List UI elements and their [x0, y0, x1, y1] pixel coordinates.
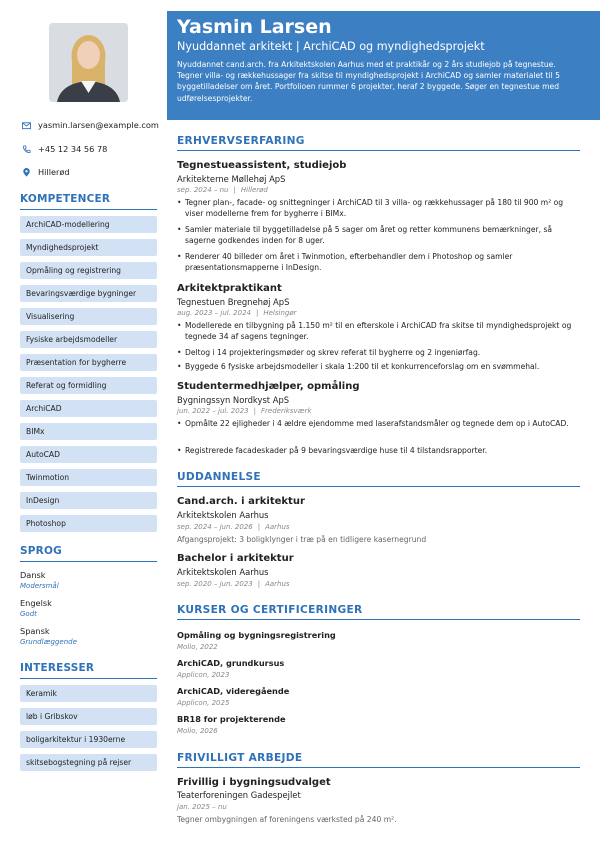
interests-heading: INTERESSER [20, 662, 157, 679]
skill-chip: Visualisering [20, 308, 157, 325]
job-bullet: • Registrerede facadeskader på 9 bevaringsværdige huse til 4 tilstandsrapporter. [177, 445, 577, 456]
course-meta: Applicon, 2023 [177, 671, 230, 679]
contact-phone[interactable] [22, 144, 107, 154]
job-title: Tegnestueassistent, studiejob [177, 160, 347, 171]
edu-location: Aarhus [265, 580, 290, 588]
skill-chip: Præsentation for bygherre [20, 354, 157, 371]
volunteer-heading: FRIVILLIGT ARBEJDE [177, 752, 580, 768]
interest-chip: skitsebogstegning på rejser [20, 754, 157, 771]
course-meta: Molio, 2026 [177, 727, 218, 735]
edu-location: Aarhus [265, 523, 290, 531]
course-name: ArchiCAD, videregående [177, 686, 290, 696]
email-icon [22, 121, 31, 130]
email-text: yasmin.larsen@example.com [38, 120, 159, 130]
interest-chip: løb i Gribskov [20, 708, 157, 725]
contact-location [22, 167, 70, 177]
job-dates: aug. 2023 – jul. 2024 [177, 309, 251, 317]
language-level: Godt [20, 610, 37, 618]
edu-note: Afgangsprojekt: 3 boligklynger i træ på en tidligere kasernegrund [177, 535, 427, 544]
skill-chip: Referat og formidling [20, 377, 157, 394]
skill-chip: Opmåling og registrering [20, 262, 157, 279]
phone-text: +45 12 34 56 78 [38, 144, 108, 154]
job-bullet: • Samler materiale til byggetilladelse på 5 sager om året og retter kommunens bemærkninger, så sagerne godkendes inden for 8 uger. [177, 224, 577, 246]
skill-chip: Photoshop [20, 515, 157, 532]
skill-chip: ArchiCAD-modellering [20, 216, 157, 233]
interest-chip: Keramik [20, 685, 157, 702]
job-bullet: • Byggede 6 fysiske arbejdsmodeller i skala 1:200 til et konkurrenceforslag om en svømmehal. [177, 361, 577, 372]
language-name: Dansk [20, 570, 46, 580]
job-dates: jun. 2022 – jul. 2023 [177, 407, 249, 415]
courses-heading: KURSER OG CERTIFICERINGER [177, 604, 580, 620]
edu-degree: Bachelor i arkitektur [177, 553, 294, 564]
language-name: Engelsk [20, 598, 52, 608]
job-company: Arkitekterne Møllehøj ApS [177, 174, 286, 184]
skill-chip: InDesign [20, 492, 157, 509]
job-bullet: • Tegner plan-, facade- og snittegninger i ArchiCAD til 3 villa- og rækkehussager på 180 til 900 m² og viser modellerne frem for bygherre i BIMx. [177, 197, 577, 219]
edu-meta: sep. 2020 – jun. 2023 | Aarhus [177, 580, 290, 588]
location-pin-icon [22, 168, 31, 177]
experience-heading: ERHVERVSERFARING [177, 135, 580, 151]
job-location: Helsingør [263, 309, 297, 317]
skill-chip: Myndighedsprojekt [20, 239, 157, 256]
education-heading: UDDANNELSE [177, 471, 580, 487]
job-company: Bygningssyn Nordkyst ApS [177, 395, 290, 405]
language-level: Grundlæggende [20, 638, 77, 646]
job-title: Studentermedhjælper, opmåling [177, 381, 360, 392]
course-name: Opmåling og bygningsregistrering [177, 630, 336, 640]
skill-chip: Bevaringsværdige bygninger [20, 285, 157, 302]
skill-chip: AutoCAD [20, 446, 157, 463]
contact-email[interactable] [22, 120, 159, 130]
course-name: BR18 for projekterende [177, 714, 286, 724]
skill-chip: Twinmotion [20, 469, 157, 486]
edu-dates: sep. 2020 – jun. 2023 [177, 580, 253, 588]
job-location: Hillerød [240, 186, 268, 194]
edu-school: Arkitektskolen Aarhus [177, 510, 269, 520]
skills-heading: KOMPETENCER [20, 193, 157, 210]
avatar [49, 23, 128, 102]
job-title: Arkitektpraktikant [177, 283, 282, 294]
volunteer-desc: Tegner ombygningen af foreningens værksted på 240 m². [177, 815, 397, 824]
course-meta: Applicon, 2025 [177, 699, 230, 707]
job-company: Tegnestuen Bregnehøj ApS [177, 297, 290, 307]
person-title: Nyuddannet arkitekt | ArchiCAD og myndighedsprojekt [177, 40, 485, 53]
job-location: Frederiksværk [260, 407, 312, 415]
edu-degree: Cand.arch. i arkitektur [177, 496, 305, 507]
profile-photo [49, 23, 128, 102]
languages-heading: SPROG [20, 545, 157, 562]
edu-school: Arkitektskolen Aarhus [177, 567, 269, 577]
volunteer-dates: jan. 2025 – nu [177, 803, 227, 811]
volunteer-org: Teaterforeningen Gadespejlet [177, 790, 301, 800]
volunteer-title: Frivillig i bygningsudvalget [177, 777, 331, 788]
job-bullet: • Opmålte 22 ejligheder i 4 ældre ejendomme med laserafstandsmåler og tegnede dem op i AutoCAD. [177, 418, 577, 429]
profile-summary: Nyuddannet cand.arch. fra Arkitektskolen Aarhus med et praktikår og 2 års studiejob på tegnestue. Tegner villa- og rækkehussager fra skitse til myndighedsprojekt i ArchiCAD og samler materialet til 5 byggetilladelser om året. Portfolioen rummer 6 projekter, heraf 2 byggede. Søger en tegnestue med udførelsesprojekter. [177, 60, 560, 103]
course-name: ArchiCAD, grundkursus [177, 658, 285, 668]
interest-chip: boligarkitektur i 1930erne [20, 731, 157, 748]
job-meta: aug. 2023 – jul. 2024 | Helsingør [177, 309, 297, 317]
edu-dates: sep. 2024 – jun. 2026 [177, 523, 253, 531]
job-bullet: • Deltog i 14 projekteringsmøder og skrev referat til bygherre og 2 ingeniørfag. [177, 347, 577, 358]
skill-chip: Fysiske arbejdsmodeller [20, 331, 157, 348]
job-meta: sep. 2024 – nu | Hillerød [177, 186, 268, 194]
sidebar [0, 0, 167, 849]
job-dates: sep. 2024 – nu [177, 186, 229, 194]
job-bullet: • Renderer 40 billeder om året i Twinmotion, efterbehandler dem i Photoshop og samler præsentationsmapperne i InDesign. [177, 251, 577, 273]
skill-chip: BIMx [20, 423, 157, 440]
edu-meta: sep. 2024 – jun. 2026 | Aarhus [177, 523, 290, 531]
job-meta: jun. 2022 – jul. 2023 | Frederiksværk [177, 407, 312, 415]
person-name: Yasmin Larsen [177, 16, 332, 38]
job-bullet: • Modellerede en tilbygning på 1.150 m² til en efterskole i ArchiCAD fra skitse til myndighedsprojekt og tegnede 34 af sagens tegninger. [177, 320, 577, 342]
location-text: Hillerød [38, 167, 70, 177]
header-banner [167, 11, 600, 120]
phone-icon [22, 145, 31, 154]
skill-chip: ArchiCAD [20, 400, 157, 417]
language-level: Modersmål [20, 582, 59, 590]
course-meta: Molio, 2022 [177, 643, 218, 651]
language-name: Spansk [20, 626, 50, 636]
